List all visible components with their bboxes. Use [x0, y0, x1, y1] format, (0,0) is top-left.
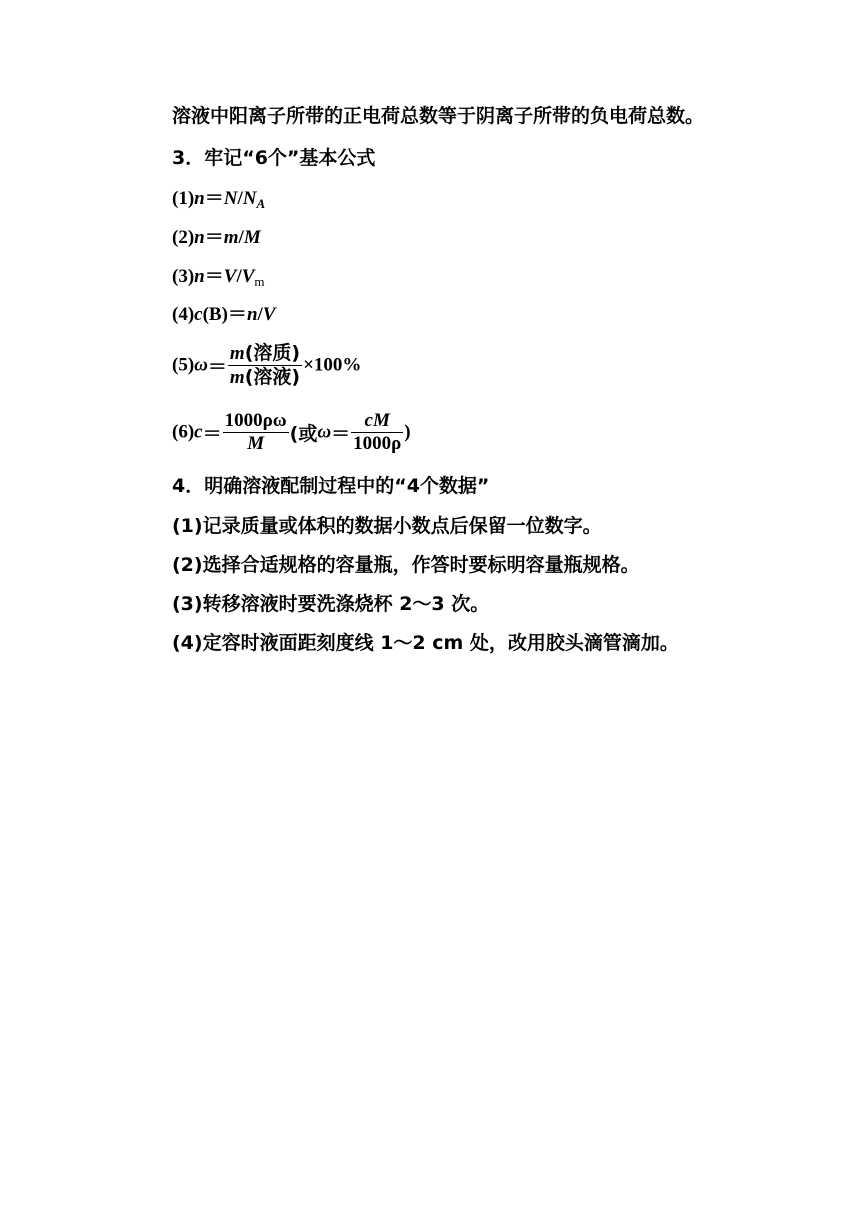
- fraction-denominator: M: [247, 433, 265, 454]
- fraction-numerator: 1000ρω: [224, 410, 287, 431]
- formula-5: [172, 342, 361, 389]
- equals-sign: ＝: [202, 423, 222, 445]
- formula-label: (4): [172, 304, 195, 325]
- solution-label: (溶液): [244, 366, 301, 388]
- formula-numerator: N: [223, 188, 238, 209]
- formula-numerator: n: [246, 304, 258, 325]
- equals-sign: ＝: [331, 423, 351, 445]
- formula-lhs: c: [194, 304, 203, 325]
- alternative-close: ): [404, 421, 411, 443]
- formula-denominator: M: [243, 227, 261, 248]
- formula-1: [172, 186, 265, 212]
- formula-numerator: V: [223, 266, 237, 287]
- equals-sign: ＝: [204, 226, 224, 248]
- equals-sign: ＝: [204, 265, 224, 287]
- subscript: m: [254, 274, 265, 289]
- formula-lhs: n: [194, 188, 205, 209]
- slash: /: [238, 227, 244, 248]
- subscript: A: [256, 196, 266, 211]
- formula-label: (5): [172, 354, 195, 376]
- paragraph-charge-balance: 溶液中阳离子所带的正电荷总数等于阴离子所带的负电荷总数。: [172, 105, 705, 127]
- fraction-denominator: [228, 366, 302, 389]
- formula-denominator: N: [242, 188, 257, 209]
- formula-lhs: c: [194, 421, 203, 443]
- formula-lhs-alt: ω: [317, 421, 332, 443]
- formula-lhs: ω: [194, 354, 208, 376]
- mass-symbol: m: [229, 367, 245, 388]
- formula-2: [172, 225, 261, 250]
- formula-label: (2): [172, 227, 195, 248]
- heading-six-formulas: 3．牢记“6个”基本公式: [172, 147, 376, 169]
- data-item-3: (3)转移溶液时要洗涤烧杯 2～3 次。: [172, 593, 490, 615]
- data-item-4: (4)定容时液面距刻度线 1～2 cm 处，改用胶头滴管滴加。: [172, 632, 679, 654]
- mass-symbol: m: [229, 343, 245, 364]
- heading-four-data: 4．明确溶液配制过程中的“4个数据”: [172, 475, 490, 497]
- formula-lhs: n: [194, 227, 205, 248]
- equals-sign: ＝: [227, 303, 247, 325]
- fraction-denominator: 1000ρ: [353, 433, 402, 454]
- slash: /: [257, 304, 263, 325]
- formula-argument: (B): [202, 304, 228, 325]
- data-item-2: (2)选择合适规格的容量瓶，作答时要标明容量瓶规格。: [172, 554, 640, 576]
- fraction-numerator: [228, 342, 302, 366]
- fraction: [351, 410, 403, 455]
- formula-numerator: m: [223, 227, 239, 248]
- formula-denominator: V: [262, 304, 276, 325]
- slash: /: [236, 266, 242, 287]
- fraction: [228, 342, 302, 389]
- formula-label: (1): [172, 188, 195, 209]
- fraction: [223, 410, 289, 455]
- equals-sign: ＝: [204, 187, 224, 209]
- formula-4: [172, 302, 275, 327]
- formula-3: [172, 264, 265, 290]
- fraction-numerator: cM: [351, 410, 403, 433]
- formula-label: (3): [172, 266, 195, 287]
- data-item-1: (1)记录质量或体积的数据小数点后保留一位数字。: [172, 515, 602, 537]
- percent-factor: ×100%: [303, 354, 362, 376]
- formula-label: (6): [172, 421, 195, 443]
- slash: /: [237, 188, 243, 209]
- solute-label: (溶质): [244, 342, 301, 364]
- alternative-open: (或: [289, 423, 318, 445]
- equals-sign: ＝: [207, 356, 227, 378]
- formula-6: [172, 410, 411, 455]
- formula-denominator: V: [241, 266, 255, 287]
- formula-lhs: n: [194, 266, 205, 287]
